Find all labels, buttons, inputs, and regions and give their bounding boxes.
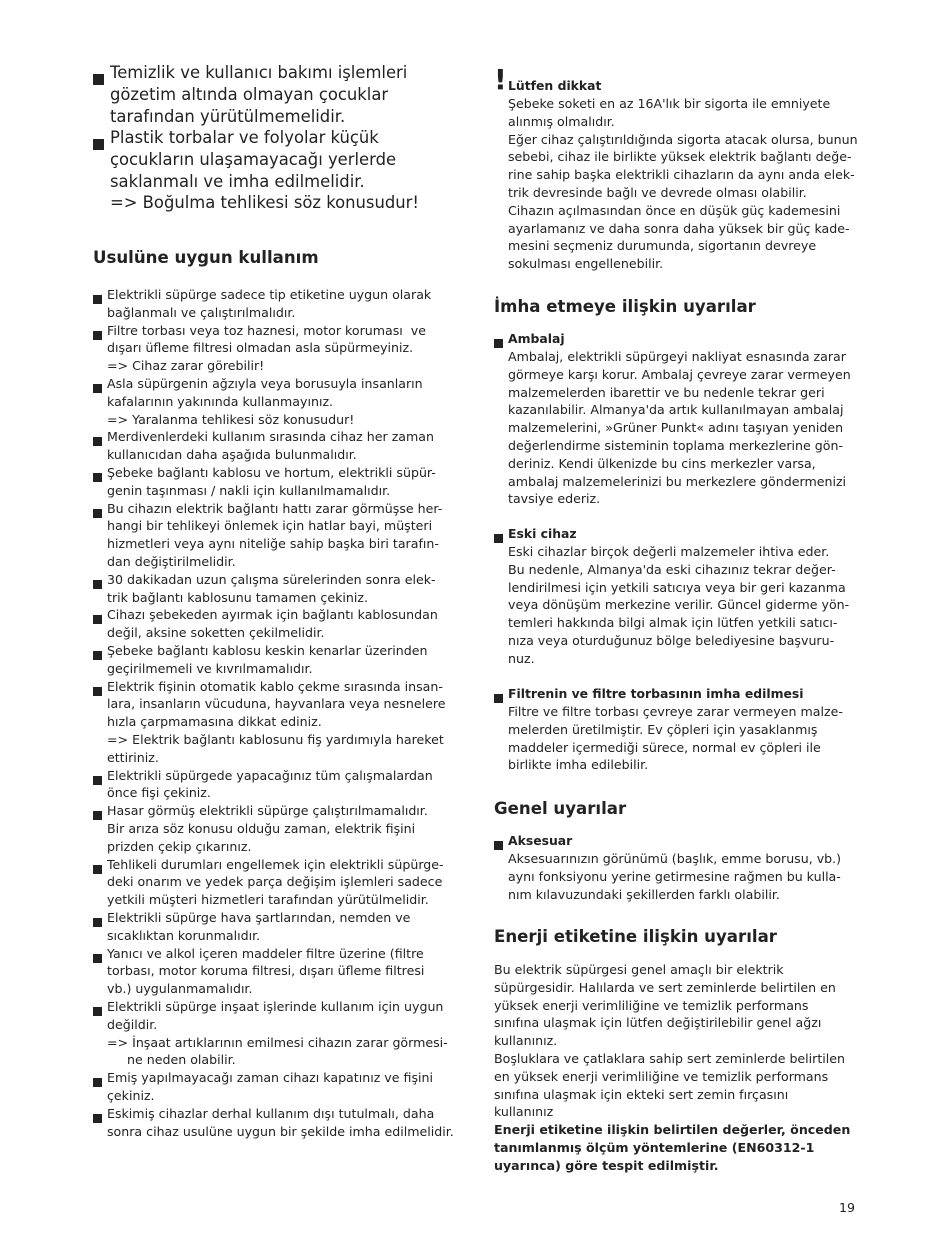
- old-device-line: Eski cihazlar birçok değerli malzemeler ihtiva eder.: [508, 544, 830, 559]
- energy-line: kullanınız.: [494, 1033, 558, 1049]
- usage-bullet-line: Emiş yapılmayacağı zaman cihazı kapatınız ve fişini: [107, 1070, 433, 1086]
- usage-bullet-line: vb.) uygulanmamalıdır.: [107, 981, 253, 997]
- usage-bullet-line: bağlanmalı ve çalıştırılmalıdır.: [107, 304, 296, 320]
- usage-bullet-line: Şebeke bağlantı kablosu keskin kenarlar üzerinden: [107, 643, 428, 658]
- accessory-line: nım kılavuzundaki şekillerden farklı olabilir.: [508, 886, 780, 902]
- bullet-square-icon: [93, 576, 102, 594]
- usage-bullet-line: hangi bir tehlikeyi önlemek için hatlar bayi, müşteri: [107, 518, 433, 534]
- usage-bullet-line: çekiniz.: [107, 1087, 155, 1103]
- bullet-square-icon: [93, 134, 104, 156]
- usage-bullet-line: lara, insanların vücuduna, hayvanlara veya nesnelere: [107, 696, 446, 712]
- usage-bullet-line: geçirilmemeli ve kıvrılmamalıdır.: [107, 660, 313, 676]
- bullet-square-icon: [93, 433, 102, 451]
- section-heading-general: Genel uyarılar: [494, 799, 627, 818]
- packaging-line: malzemelerden ibarettir ve bu nedenle tekrar geri: [508, 384, 825, 400]
- packaging-line: Ambalaj, elektrikli süpürgeyi nakliyat esnasında zarar: [508, 349, 846, 364]
- bullet-square-icon: [93, 380, 102, 398]
- usage-bullet-line: Cihazı şebekeden ayırmak için bağlantı kablosundan: [107, 607, 438, 623]
- caution-line: alınmış olmalıdır.: [508, 113, 615, 129]
- intro-bullet-line: saklanmalı ve imha edilmelidir.: [110, 171, 365, 191]
- usage-bullet-line: Tehlikeli durumları engellemek için elektrikli süpürge-: [107, 856, 444, 872]
- energy-line: kullanınız: [494, 1104, 554, 1120]
- exclamation-icon: !: [494, 63, 507, 96]
- bullet-square-icon: [494, 690, 503, 708]
- energy-bold-line: tanımlanmış ölçüm yöntemlerine (EN60312-1: [494, 1139, 815, 1155]
- usage-bullet-line: trik bağlantı kablosunu tamamen çekiniz.: [107, 589, 368, 605]
- usage-bullet-line: önce fişi çekiniz.: [107, 785, 211, 801]
- packaging-line: görmeye karşı korur. Ambalaj çevreye zarar vermeyen: [508, 366, 851, 382]
- usage-bullet-line: yetkili müşteri hizmetleri tarafından yürütülmelidir.: [107, 892, 429, 908]
- intro-bullet-line: gözetim altında olmayan çocuklar: [110, 84, 389, 104]
- usage-bullet-line: Elektrikli süpürgede yapacağınız tüm çalışmalardan: [107, 767, 433, 783]
- old-device-line: veya dönüşüm merkezine verilir. Güncel giderme yön-: [508, 597, 850, 613]
- caution-line: rine sahip başka elektrikli cihazların da aynı anda elek-: [508, 167, 855, 183]
- energy-line: yüksek enerji verimliliğine ve temizlik performans: [494, 997, 809, 1013]
- bullet-square-icon: [93, 807, 102, 825]
- bullet-square-icon: [93, 772, 102, 790]
- usage-bullet-line: hızla çarpmamasına dikkat ediniz.: [107, 714, 322, 730]
- old-device-line: nuz.: [508, 650, 535, 666]
- energy-line: Boşluklara ve çatlaklara sahip sert zeminlerde belirtilen: [494, 1051, 846, 1066]
- bullet-square-icon: [93, 1074, 102, 1092]
- filter-line: Filtre ve filtre torbası çevreye zarar vermeyen malze-: [508, 704, 843, 719]
- intro-bullet-line: çocukların ulaşamayacağı yerlerde: [110, 149, 397, 169]
- bullet-square-icon: [93, 291, 102, 309]
- caution-line: trik devresinde bağlı ve devrede olması olabilir.: [508, 185, 807, 200]
- caution-line: sokulması engellenebilir.: [508, 256, 664, 272]
- caution-title: Lütfen dikkat: [508, 78, 602, 93]
- usage-bullet-line: torbası, motor koruma filtresi, dışarı üfleme filtresi: [107, 963, 425, 979]
- usage-bullet-line: değildir.: [107, 1016, 158, 1032]
- usage-bullet-line: Elektrik fişinin otomatik kablo çekme sırasında insan-: [107, 678, 443, 694]
- usage-bullet-line: Elektrikli süpürge inşaat işlerinde kullanım için uygun: [107, 999, 444, 1014]
- section-heading-usage: Usulüne uygun kullanım: [93, 248, 319, 267]
- energy-bold-line: uyarınca) göre tespit edilmiştir.: [494, 1157, 719, 1173]
- packaging-line: kazanılabilir. Almanya'da artık kullanılmayan ambalaj: [508, 402, 844, 418]
- bullet-square-icon: [93, 861, 102, 879]
- energy-bold-line: Enerji etiketine ilişkin belirtilen değerler, önceden: [494, 1122, 851, 1137]
- usage-bullet-line: dışarı üfleme filtresi olmadan asla süpürmeyiniz.: [107, 340, 414, 356]
- usage-bullet-line: Yanıcı ve alkol içeren maddeler filtre üzerine (filtre: [107, 945, 424, 961]
- usage-bullet-line: Hasar görmüş elektrikli süpürge çalıştırılmamalıdır.: [107, 803, 428, 819]
- intro-bullet-line: Temizlik ve kullanıcı bakımı işlemleri: [110, 63, 408, 82]
- energy-line: Bu elektrik süpürgesi genel amaçlı bir elektrik: [494, 962, 784, 977]
- usage-bullet-line: Bir arıza söz konusu olduğu zaman, elektrik fişini: [107, 820, 416, 836]
- usage-bullet-line: değil, aksine soketten çekilmelidir.: [107, 625, 325, 641]
- packaging-line: malzemelerini, »Grüner Punkt« adını taşıyan yeniden: [508, 420, 844, 436]
- bullet-square-icon: [93, 1110, 102, 1128]
- old-device-line: temleri hakkında bilgi almak için lütfen yetkili satıcı-: [508, 615, 838, 631]
- usage-bullet-line: prizden çekip çıkarınız.: [107, 838, 252, 854]
- caution-line: Eğer cihaz çalıştırıldığında sigorta atacak olursa, bunun: [508, 131, 858, 147]
- accessory-title: Aksesuar: [508, 833, 573, 848]
- usage-bullet-line: Eskimiş cihazlar derhal kullanım dışı tutulmalı, daha: [107, 1105, 435, 1121]
- caution-line: sebebi, cihaz ile birlikte yüksek elektrik bağlantı değe-: [508, 149, 852, 165]
- energy-line: sınıfına ulaşmak için lütfen değiştirilebilir genel ağzı: [494, 1015, 822, 1031]
- old-device-line: Bu nedenle, Almanya'da eski cihazınız tekrar değer-: [508, 561, 836, 577]
- page-number: 19: [839, 1200, 856, 1215]
- packaging-line: deriniz. Kendi ülkenizde bu cins merkezler varsa,: [508, 455, 816, 471]
- bullet-square-icon: [93, 327, 102, 345]
- bullet-square-icon: [494, 837, 503, 855]
- accessory-line: aynı fonksiyonu yerine getirmesine rağmen bu kulla-: [508, 868, 841, 884]
- usage-bullet-line: Filtre torbası veya toz haznesi, motor koruması ve: [107, 322, 427, 338]
- bullet-square-icon: [93, 469, 102, 487]
- packaging-line: tavsiye ederiz.: [508, 491, 601, 507]
- usage-bullet-line: dan değiştirilmelidir.: [107, 553, 236, 569]
- usage-bullet-line: => Cihaz zarar görebilir!: [107, 358, 265, 374]
- bullet-square-icon: [93, 914, 102, 932]
- filter-title: Filtrenin ve filtre torbasının imha edilmesi: [508, 686, 804, 701]
- usage-bullet-line: => Elektrik bağlantı kablosunu fiş yardımıyla hareket: [107, 731, 444, 747]
- old-device-line: lendirilmesi için yetkili satıcıya veya bir geri kazanma: [508, 579, 846, 595]
- old-device-title: Eski cihaz: [508, 526, 577, 541]
- intro-bullet-line: tarafından yürütülmemelidir.: [110, 106, 346, 126]
- bullet-square-icon: [93, 950, 102, 968]
- usage-bullet-line: kullanıcıdan daha aşağıda bulunmalıdır.: [107, 447, 357, 463]
- packaging-title: Ambalaj: [508, 331, 565, 346]
- usage-bullet-line: genin taşınması / nakli için kullanılmamalıdır.: [107, 482, 391, 498]
- section-heading-disposal: İmha etmeye ilişkin uyarılar: [494, 297, 756, 316]
- usage-bullet-line: Merdivenlerdeki kullanım sırasında cihaz her zaman: [107, 429, 434, 445]
- caution-line: mesini seçmeniz durumunda, sigortanın devreye: [508, 238, 817, 254]
- usage-bullet-line: kafalarının yakınında kullanmayınız.: [107, 393, 334, 409]
- bullet-square-icon: [93, 69, 104, 91]
- usage-bullet-line: Elektrikli süpürge hava şartlarından, nemden ve: [107, 910, 411, 925]
- bullet-square-icon: [93, 505, 102, 523]
- bullet-square-icon: [93, 647, 102, 665]
- usage-bullet-line: Elektrikli süpürge sadece tip etiketine uygun olarak: [107, 287, 432, 302]
- usage-bullet-line: Bu cihazın elektrik bağlantı hattı zarar görmüşse her-: [107, 500, 443, 516]
- usage-bullet-line: => Yaralanma tehlikesi söz konusudur!: [107, 411, 355, 427]
- section-heading-energy: Enerji etiketine ilişkin uyarılar: [494, 927, 777, 946]
- usage-bullet-line: 30 dakikadan uzun çalışma sürelerinden sonra elek-: [107, 571, 436, 587]
- energy-line: süpürgesidir. Halılarda ve sert zeminlerde belirtilen en: [494, 979, 836, 995]
- usage-bullet-line: Şebeke bağlantı kablosu ve hortum, elektrikli süpür-: [107, 465, 436, 480]
- energy-line: sınıfına ulaşmak için ekteki sert zemin fırçasını: [494, 1086, 789, 1102]
- usage-bullet-line: sonra cihaz usulüne uygun bir şekilde imha edilmelidir.: [107, 1123, 454, 1139]
- old-device-line: nıza veya oturduğunuz bölge belediyesine başvuru-: [508, 633, 835, 648]
- packaging-line: ambalaj malzemelerinizi bu merkezlere göndermenizi: [508, 473, 847, 489]
- packaging-line: değerlendirme sisteminin toplama merkezlerine gön-: [508, 438, 844, 453]
- usage-bullet-line: ettiriniz.: [107, 749, 159, 765]
- energy-line: en yüksek enerji verimliliğine ve temizlik performans: [494, 1068, 829, 1084]
- bullet-square-icon: [494, 530, 503, 548]
- bullet-square-icon: [93, 683, 102, 701]
- usage-bullet-line: ne neden olabilir.: [107, 1052, 236, 1068]
- caution-line: Cihazın açılmasından önce en düşük güç kademesini: [508, 202, 841, 218]
- bullet-square-icon: [494, 335, 503, 353]
- usage-bullet-line: hizmetleri veya aynı niteliğe sahip başka biri tarafın-: [107, 536, 439, 552]
- intro-bullet-line: Plastik torbalar ve folyolar küçük: [110, 128, 379, 147]
- usage-bullet-line: Asla süpürgenin ağzıyla veya borusuyla insanların: [107, 376, 423, 391]
- intro-bullet-line: => Boğulma tehlikesi söz konusudur!: [110, 193, 419, 213]
- caution-line: Şebeke soketi en az 16A'lık bir sigorta ile emniyete: [508, 96, 831, 111]
- bullet-square-icon: [93, 611, 102, 629]
- caution-line: ayarlamanız ve daha sonra daha yüksek bir güç kade-: [508, 220, 850, 236]
- filter-line: birlikte imha edilebilir.: [508, 757, 649, 773]
- bullet-square-icon: [93, 1003, 102, 1021]
- usage-bullet-line: deki onarım ve yedek parça değişim işlemleri sadece: [107, 874, 443, 890]
- filter-line: melerden üretilmiştir. Ev çöpleri için yasaklanmış: [508, 721, 818, 737]
- usage-bullet-line: => İnşaat artıklarının emilmesi cihazın zarar görmesi-: [107, 1034, 448, 1050]
- accessory-line: Aksesuarınızın görünümü (başlık, emme borusu, vb.): [508, 851, 842, 866]
- usage-bullet-line: sıcaklıktan korunmalıdır.: [107, 927, 261, 943]
- filter-line: maddeler içermediği sürece, normal ev çöpleri ile: [508, 739, 821, 755]
